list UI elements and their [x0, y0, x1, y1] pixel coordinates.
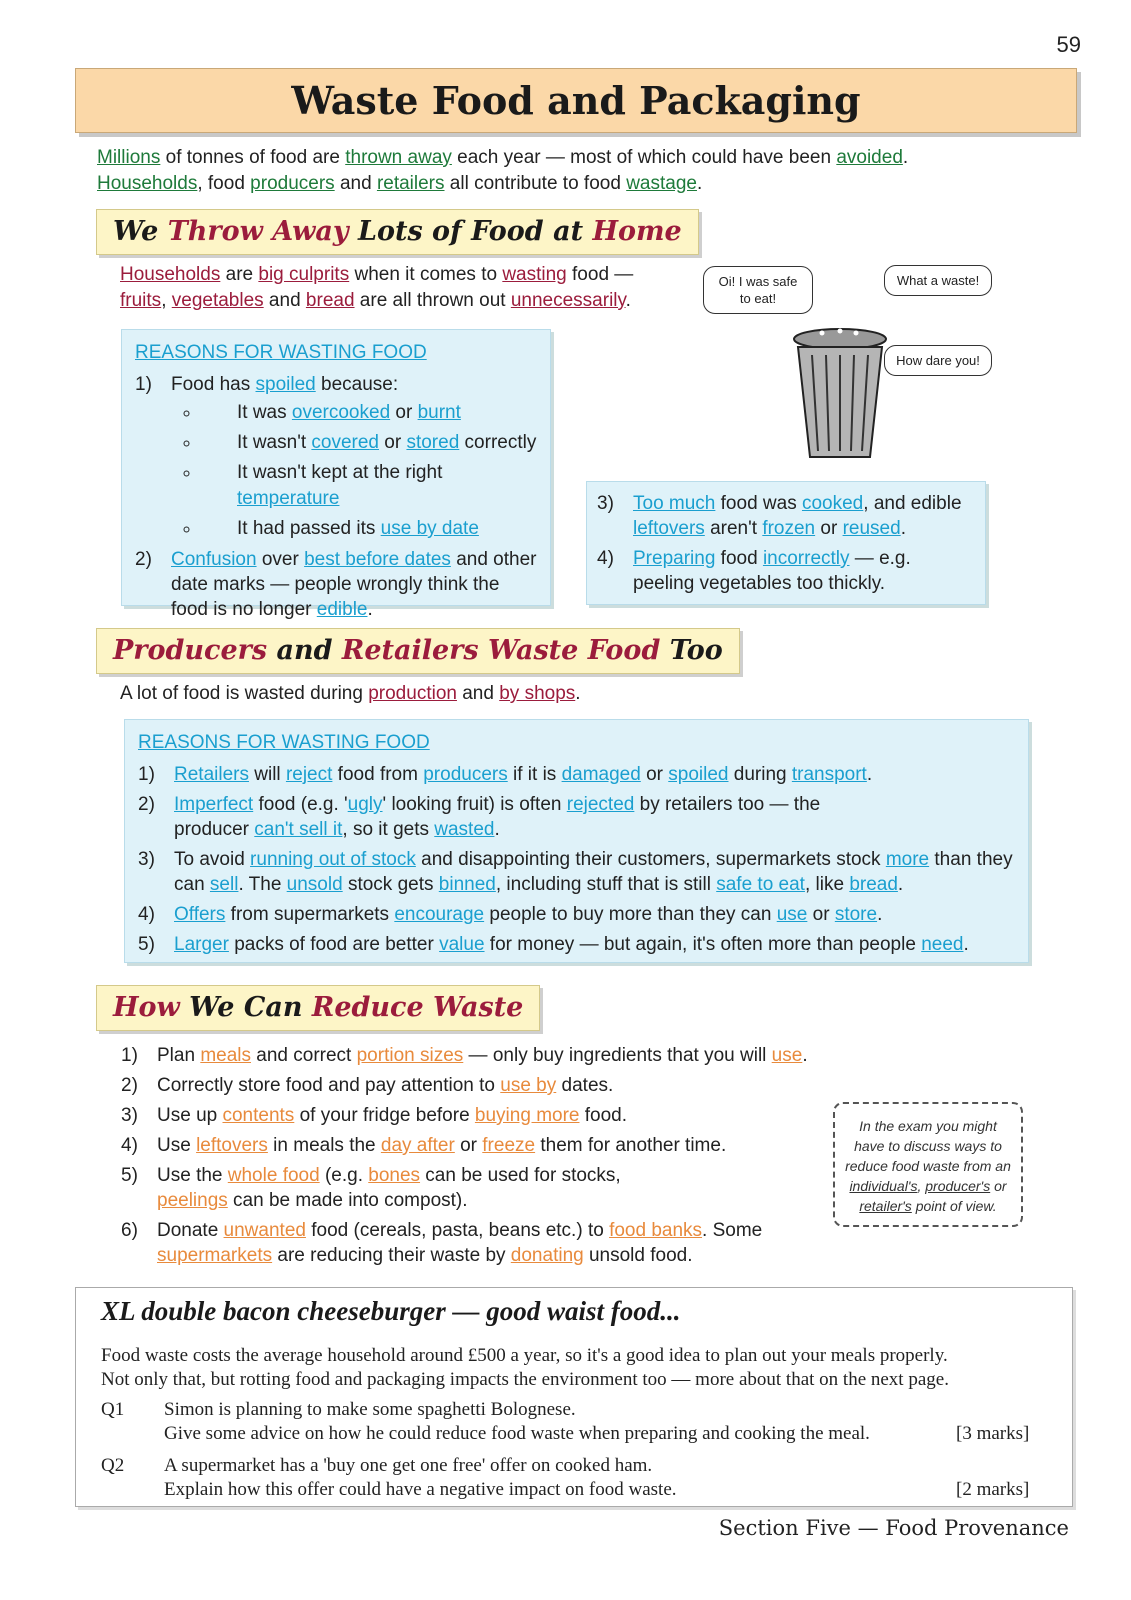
question-marks: [2 marks]	[956, 1479, 1030, 1500]
speech-bubble: What a waste!	[884, 265, 992, 296]
term: thrown away	[345, 147, 452, 168]
box-title: REASONS FOR WASTING FOOD	[135, 342, 427, 363]
list-item: 4) Preparing food incorrectly — e.g. peeling vegetables too thickly.	[597, 548, 911, 594]
section-heading-reduce-waste: How We Can Reduce Waste	[96, 985, 540, 1031]
reasons-box-home-cont	[586, 481, 986, 605]
trash-can-icon	[780, 315, 900, 465]
term: producers	[250, 173, 335, 194]
question-text: A supermarket has a 'buy one get one free' offer on cooked ham.	[164, 1455, 653, 1476]
list-item: 5) Use the whole food (e.g. bones can be used for stocks, peelings can be made into compost).	[121, 1165, 621, 1211]
list-item: 1) Plan meals and correct portion sizes — only buy ingredients that you will use.	[121, 1045, 808, 1066]
question-text: Simon is planning to make some spaghetti Bolognese.	[164, 1399, 576, 1420]
question-marks: [3 marks]	[956, 1423, 1030, 1444]
questions-title: XL double bacon cheeseburger — good waist food...	[101, 1296, 681, 1326]
list-item: 3) Too much food was cooked, and edible leftovers aren't frozen or reused.	[597, 493, 962, 539]
list-item: 6) Donate unwanted food (cereals, pasta, beans etc.) to food banks. Some supermarkets are reducing their waste by donating unsold food.	[121, 1220, 763, 1266]
reduce-waste-list	[121, 1043, 821, 1273]
section-heading-throw-away: We Throw Away Lots of Food at Home	[96, 209, 699, 255]
list-item: 2) Confusion over best before dates and other date marks — people wrongly think the food is no longer edible.	[135, 549, 537, 620]
term: retailers	[376, 173, 445, 194]
list-item: 3) To avoid running out of stock and disappointing their customers, supermarkets stock more than they can sell. The unsold stock gets binned, including stuff that is still safe to eat, like bread.	[138, 849, 1013, 895]
questions-intro: Food waste costs the average household around £500 a year, so it's a good idea to plan out your meals properly.	[101, 1345, 948, 1366]
page-title: Waste Food and Packaging	[75, 68, 1077, 133]
term: avoided	[836, 147, 903, 168]
footer-section-label: Section Five — Food Provenance	[718, 1516, 1069, 1540]
section1-paragraph: Households are big culprits when it comes to wasting food — fruits, vegetables and bread are all thrown out unnecessarily.	[120, 264, 634, 311]
bullet-item: ◦ It had passed its use by date	[201, 516, 540, 542]
speech-bubble: How dare you!	[884, 345, 992, 376]
list-item: 4) Offers from supermarkets encourage people to buy more than they can use or store.	[138, 904, 883, 925]
questions-intro: Not only that, but rotting food and packaging impacts the environment too — more about that on the next page.	[101, 1369, 949, 1390]
bullet-item: ◦ It wasn't covered or stored correctly	[201, 430, 540, 456]
bullet-item: ◦ It was overcooked or burnt	[201, 400, 540, 426]
speech-bubble: Oi! I was safe to eat!	[703, 266, 813, 314]
term: Millions	[97, 147, 161, 168]
question-number: Q1	[101, 1399, 125, 1420]
question-text: Give some advice on how he could reduce food waste when preparing and cooking the meal.	[164, 1423, 870, 1444]
list-item: 2) Imperfect food (e.g. 'ugly' looking fruit) is often rejected by retailers too — the producer can't sell it, so it gets wasted.	[138, 794, 821, 840]
term: Households	[97, 173, 198, 194]
question-number: Q2	[101, 1455, 125, 1476]
section-heading-producers: Producers and Retailers Waste Food Too	[96, 628, 740, 674]
reasons-box-home	[121, 329, 551, 620]
list-item: 1) Food has spoiled because: ◦ It was overcooked or burnt ◦ It wasn't covered or stored correctly ◦ It wasn't kept at the right temperature ◦ It had passed its use by date	[135, 372, 540, 542]
exam-tip-box: In the exam you might have to discuss ways to reduce food waste from an individual's, producer's or retailer's point of view.	[833, 1102, 1023, 1227]
reasons-box-producers	[124, 719, 1029, 963]
intro-text: Millions of tonnes of food are thrown away each year — most of which could have been avoided. Households, food producers and retailers all contribute to food wastage.	[97, 147, 909, 194]
list-item: 1) Retailers will reject food from producers if it is damaged or spoiled during transport.	[138, 764, 873, 785]
questions-box	[75, 1287, 1073, 1507]
box-title: REASONS FOR WASTING FOOD	[138, 732, 430, 753]
section2-paragraph: A lot of food is wasted during production and by shops.	[120, 683, 581, 704]
list-item: 2) Correctly store food and pay attention to use by dates.	[121, 1075, 614, 1096]
bullet-item: ◦ It wasn't kept at the right temperature	[201, 460, 540, 512]
term: wastage	[626, 173, 697, 194]
list-item: 3) Use up contents of your fridge before buying more food.	[121, 1105, 628, 1126]
question-text: Explain how this offer could have a negative impact on food waste.	[164, 1479, 677, 1500]
list-item: 5) Larger packs of food are better value for money — but again, it's often more than people need.	[138, 934, 969, 955]
list-item: 4) Use leftovers in meals the day after or freeze them for another time.	[121, 1135, 727, 1156]
page-number: 59	[1056, 32, 1081, 57]
